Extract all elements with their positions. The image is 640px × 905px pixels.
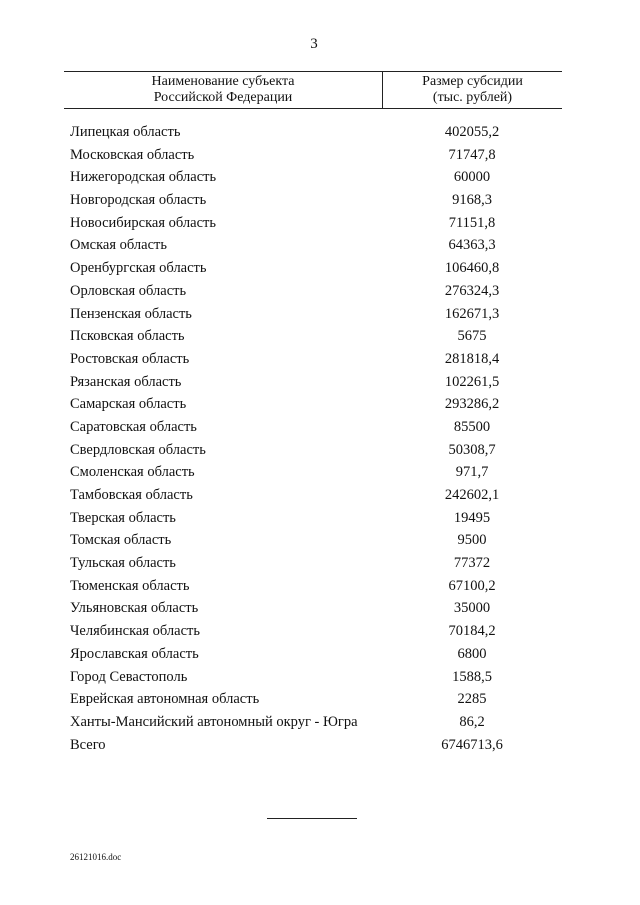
- table-row: [0, 417, 640, 440]
- table-row: [0, 689, 640, 712]
- subject-name: Тульская область: [70, 555, 176, 572]
- subject-name: Ростовская область: [70, 350, 190, 367]
- subsidy-amount: 35000: [453, 600, 491, 617]
- table-body: [0, 122, 640, 757]
- table-row: [0, 235, 640, 258]
- table-row: [0, 462, 640, 485]
- header-amount-line1: Размер субсидии: [422, 74, 523, 89]
- table-row: [0, 145, 640, 168]
- subject-name: Город Севастополь: [70, 668, 188, 685]
- page-number: 3: [310, 36, 318, 52]
- table-row: [0, 281, 640, 304]
- subject-name: Всего: [70, 736, 106, 753]
- subject-name: Саратовская область: [70, 418, 197, 435]
- table-row: [0, 394, 640, 417]
- subject-name: Томская область: [70, 532, 172, 549]
- header-amount-line2: (тыс. рублей): [432, 90, 513, 105]
- table-row: [0, 644, 640, 667]
- table-row: [0, 258, 640, 281]
- header-subject-line2: Российской Федерации: [153, 90, 293, 105]
- subject-name: Оренбургская область: [70, 260, 207, 277]
- table-row: [0, 122, 640, 145]
- subject-name: Ульяновская область: [70, 600, 199, 617]
- subsidy-amount: 19495: [453, 509, 491, 526]
- subject-name: Липецкая область: [70, 124, 181, 140]
- closing-rule: [267, 818, 357, 819]
- subject-name: Тюменская область: [70, 577, 190, 594]
- subject-name: Свердловская область: [70, 441, 206, 458]
- table-row: [0, 712, 640, 735]
- table-row: [0, 576, 640, 599]
- subsidy-amount: 971,7: [455, 464, 489, 481]
- subsidy-amount: 1588,5: [452, 668, 492, 685]
- subsidy-amount: 276324,3: [444, 282, 500, 299]
- subsidy-amount: 402055,2: [444, 124, 500, 140]
- table-row: [0, 372, 640, 395]
- table-row: [0, 667, 640, 690]
- table-row: [0, 598, 640, 621]
- table-row: [0, 440, 640, 463]
- subsidy-amount: 85500: [453, 418, 491, 435]
- subject-name: Новосибирская область: [70, 214, 216, 231]
- subsidy-amount: 162671,3: [444, 305, 500, 322]
- subsidy-amount: 77372: [453, 555, 491, 572]
- subsidy-amount: 281818,4: [444, 350, 500, 367]
- table-row: [0, 621, 640, 644]
- header-subject-column: [64, 74, 382, 106]
- subsidy-amount: 6746713,6: [441, 736, 503, 753]
- table-row: [0, 326, 640, 349]
- subject-name: Омская область: [70, 237, 167, 254]
- subject-name: Ханты-Мансийский автономный округ - Югра: [70, 713, 358, 730]
- subsidy-amount: 67100,2: [448, 577, 496, 594]
- subsidy-amount: 50308,7: [448, 441, 496, 458]
- subsidy-amount: 102261,5: [444, 373, 500, 390]
- table-row: [0, 213, 640, 236]
- subsidy-amount: 5675: [457, 328, 487, 345]
- table-row: [0, 485, 640, 508]
- table-row: [0, 553, 640, 576]
- header-subject-line1: Наименование субъекта: [151, 74, 295, 89]
- subsidy-amount: 71747,8: [448, 146, 496, 163]
- table-row: [0, 349, 640, 372]
- subsidy-amount: 293286,2: [444, 396, 500, 413]
- subject-name: Тверская область: [70, 509, 176, 526]
- subsidy-amount: 86,2: [459, 713, 485, 730]
- subject-name: Псковская область: [70, 328, 185, 345]
- subsidy-amount: 9500: [457, 532, 487, 549]
- subject-name: Московская область: [70, 146, 195, 163]
- subsidy-amount: 242602,1: [444, 487, 500, 503]
- subject-name: Новгородская область: [70, 192, 207, 209]
- table-row: [0, 190, 640, 213]
- subject-name: Пензенская область: [70, 305, 192, 322]
- subject-name: Рязанская область: [70, 373, 182, 390]
- header-amount-column: [383, 74, 562, 106]
- table-row: [0, 530, 640, 553]
- table-row: [0, 508, 640, 531]
- subject-name: Нижегородская область: [70, 169, 217, 186]
- subsidy-amount: 60000: [453, 169, 491, 186]
- subject-name: Челябинская область: [70, 623, 200, 640]
- subject-name: Еврейская автономная область: [70, 691, 260, 708]
- subsidy-amount: 6800: [457, 645, 487, 662]
- subsidy-amount: 71151,8: [448, 214, 496, 231]
- subsidy-amount: 9168,3: [452, 192, 492, 209]
- subsidy-amount: 70184,2: [448, 623, 496, 640]
- subsidy-amount: 2285: [457, 691, 487, 708]
- subject-name: Самарская область: [70, 396, 187, 413]
- subsidy-amount: 64363,3: [448, 237, 496, 254]
- subject-name: Тамбовская область: [70, 487, 193, 503]
- subsidy-amount: 106460,8: [444, 260, 500, 277]
- table-row: [0, 735, 640, 758]
- table-row: [0, 167, 640, 190]
- subject-name: Орловская область: [70, 282, 187, 299]
- table-row: [0, 304, 640, 327]
- document-filename: 26121016.doc: [70, 852, 122, 862]
- subject-name: Смоленская область: [70, 464, 195, 481]
- subject-name: Ярославская область: [70, 645, 199, 662]
- table-header: [64, 71, 562, 109]
